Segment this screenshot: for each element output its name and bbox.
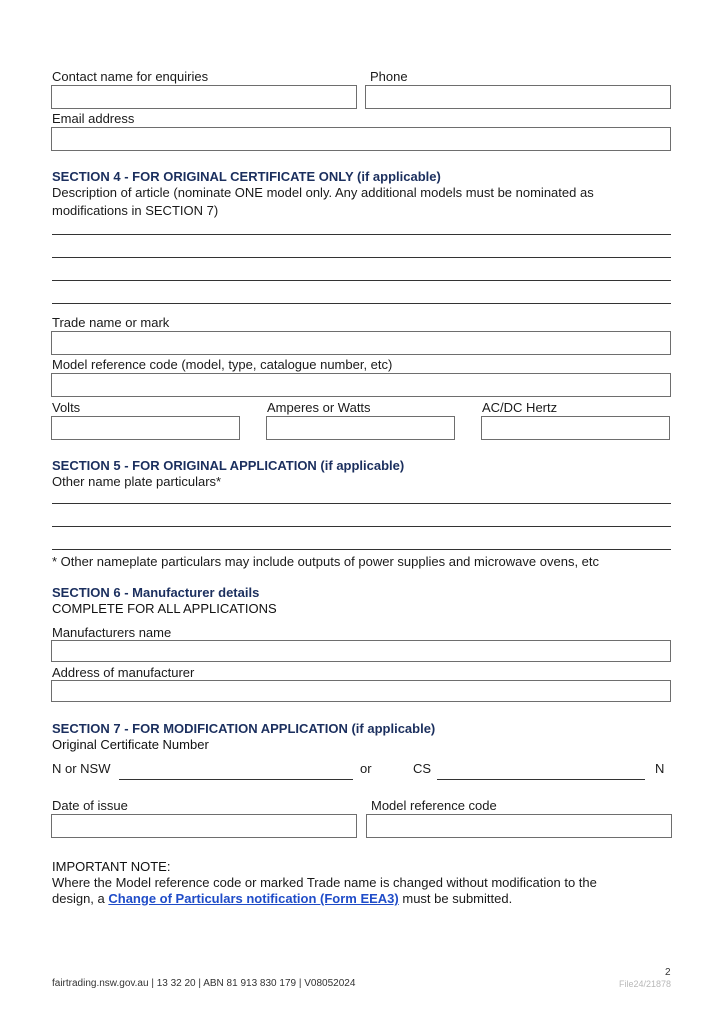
- model-ref-field[interactable]: [51, 373, 671, 397]
- important-note-heading: IMPORTANT NOTE:: [52, 859, 171, 874]
- page-number: 2: [665, 967, 671, 978]
- section7-heading: SECTION 7 - FOR MODIFICATION APPLICATION (if applicable): [52, 721, 436, 736]
- acdc-label: AC/DC Hertz: [482, 400, 558, 415]
- description-line-2[interactable]: [52, 257, 671, 258]
- amperes-label: Amperes or Watts: [267, 400, 371, 415]
- description-line-3[interactable]: [52, 280, 671, 281]
- email-field[interactable]: [51, 127, 671, 151]
- section4-description-line2: modifications in SECTION 7): [52, 203, 219, 218]
- manufacturer-address-field[interactable]: [51, 680, 671, 702]
- model-ref-label: Model reference code (model, type, catalogue number, etc): [52, 357, 393, 372]
- nsw-certificate-line[interactable]: [119, 779, 353, 780]
- section7-subheading: Original Certificate Number: [52, 737, 209, 752]
- amperes-field[interactable]: [266, 416, 455, 440]
- date-of-issue-label: Date of issue: [52, 798, 128, 813]
- section5-heading: SECTION 5 - FOR ORIGINAL APPLICATION (if applicable): [52, 458, 405, 473]
- particulars-line-3[interactable]: [52, 549, 671, 550]
- volts-field[interactable]: [51, 416, 240, 440]
- cs-label: CS: [413, 761, 432, 776]
- section6-subheading: COMPLETE FOR ALL APPLICATIONS: [52, 601, 277, 616]
- footer-text: fairtrading.nsw.gov.au | 13 32 20 | ABN 81 913 830 179 | V08052024: [52, 978, 356, 989]
- important-note-suffix: must be submitted.: [398, 891, 513, 906]
- important-note-line1: Where the Model reference code or marked Trade name is changed without modification to the: [52, 875, 597, 890]
- important-note-line2: [52, 891, 512, 906]
- acdc-field[interactable]: [481, 416, 670, 440]
- n-suffix-label: N: [655, 761, 665, 776]
- or-label: or: [360, 761, 372, 776]
- section4-description-line1: Description of article (nominate ONE model only. Any additional models must be nominated as: [52, 185, 594, 200]
- contact-name-label: Contact name for enquiries: [52, 69, 209, 84]
- n-or-nsw-label: N or NSW: [52, 761, 111, 776]
- phone-label: Phone: [370, 69, 408, 84]
- important-note-prefix: design, a: [52, 891, 109, 906]
- trade-name-field[interactable]: [51, 331, 671, 355]
- email-label: Email address: [52, 111, 135, 126]
- manufacturer-address-label: Address of manufacturer: [52, 665, 195, 680]
- form-eea3-link[interactable]: Change of Particulars notification (Form EEA3): [108, 891, 399, 906]
- file-reference: File24/21878: [619, 979, 672, 989]
- particulars-line-2[interactable]: [52, 526, 671, 527]
- cs-certificate-line[interactable]: [437, 779, 645, 780]
- section7-model-ref-field[interactable]: [366, 814, 672, 838]
- manufacturer-name-label: Manufacturers name: [52, 625, 172, 640]
- description-line-4[interactable]: [52, 303, 671, 304]
- section6-heading: SECTION 6 - Manufacturer details: [52, 585, 260, 600]
- section7-model-ref-label: Model reference code: [371, 798, 497, 813]
- particulars-footnote: * Other nameplate particulars may include outputs of power supplies and microwave ovens, etc: [52, 554, 600, 569]
- trade-name-label: Trade name or mark: [52, 315, 170, 330]
- particulars-line-1[interactable]: [52, 503, 671, 504]
- other-particulars-label: Other name plate particulars*: [52, 474, 222, 489]
- contact-name-field[interactable]: [51, 85, 357, 109]
- manufacturer-name-field[interactable]: [51, 640, 671, 662]
- section4-heading: SECTION 4 - FOR ORIGINAL CERTIFICATE ONLY (if applicable): [52, 169, 441, 184]
- date-of-issue-field[interactable]: [51, 814, 357, 838]
- description-line-1[interactable]: [52, 234, 671, 235]
- phone-field[interactable]: [365, 85, 671, 109]
- volts-label: Volts: [52, 400, 81, 415]
